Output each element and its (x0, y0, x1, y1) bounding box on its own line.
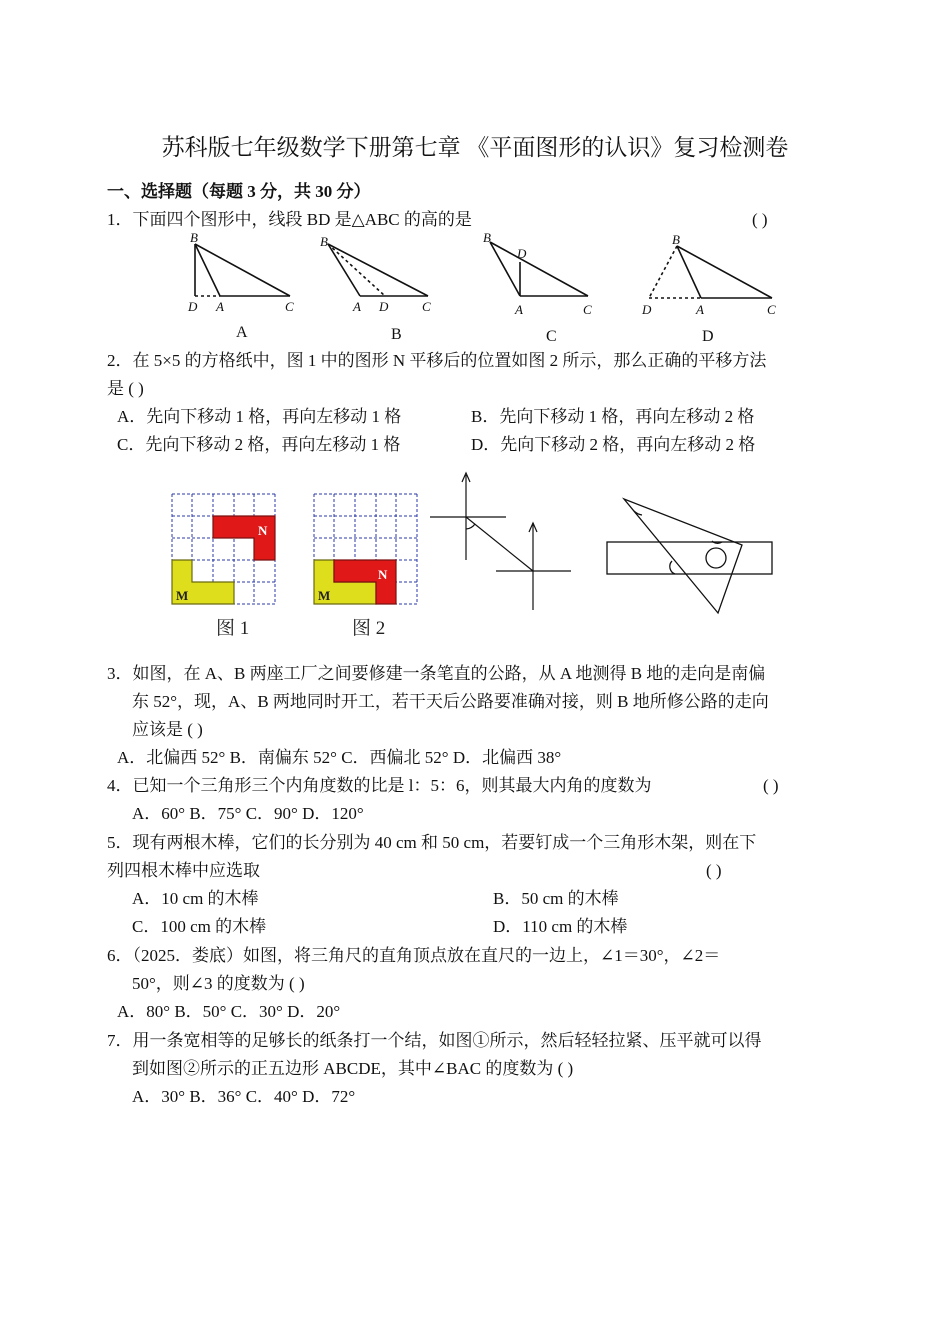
q5-line2: 列四根木棒中应选取 (107, 861, 260, 880)
q5-option-b: B．50 cm 的木棒 (493, 889, 619, 908)
q6-figure (604, 495, 779, 640)
svg-text:A: A (515, 302, 523, 317)
q1-figure-b (328, 244, 428, 296)
q1-figure-a (195, 244, 290, 296)
q2-option-b: B．先向下移动 1 格，再向左移动 2 格 (471, 407, 755, 426)
shape-m-2-label: M (318, 588, 331, 603)
svg-text:C: C (285, 299, 294, 314)
q4-answer-bracket: ( ) (763, 776, 779, 795)
q1-answer-bracket: ( ) (752, 210, 768, 229)
q2-option-d: D．先向下移动 2 格，再向左移动 2 格 (471, 435, 756, 454)
q1-figure-c (490, 242, 588, 296)
svg-text:A: A (216, 299, 224, 314)
q5-option-d: D．110 cm 的木棒 (493, 917, 628, 936)
q3-line3: 应该是 ( ) (132, 720, 203, 739)
section-heading: 一、选择题（每题 3 分，共 30 分） (107, 182, 371, 201)
q7-options: A．30° B．36° C．40° D．72° (132, 1087, 356, 1106)
q1-label-a: A (236, 324, 248, 341)
fig1-label: 图 1 (216, 618, 250, 639)
svg-text:B: B (672, 232, 680, 247)
svg-text:B: B (483, 232, 491, 245)
q6-options: A．80° B．50° C．30° D．20° (117, 1002, 341, 1021)
q2-option-c: C．先向下移动 2 格，再向左移动 1 格 (117, 435, 401, 454)
q1-figure-d (649, 246, 772, 298)
q1-label-c: C (546, 328, 557, 344)
q6-line2: 50°，则∠3 的度数为 ( ) (132, 974, 305, 993)
q5-option-a: A．10 cm 的木棒 (132, 889, 259, 908)
svg-text:D: D (379, 299, 389, 314)
shape-m-label: M (176, 588, 189, 603)
q1-label-b: B (391, 326, 402, 343)
q1-label-d: D (702, 328, 714, 344)
q3-options: A．北偏西 52° B．南偏东 52° C．西偏北 52° D．北偏西 38° (117, 748, 562, 767)
svg-text:C: C (583, 302, 592, 317)
svg-text:B: B (190, 232, 198, 245)
q3-figure (426, 465, 576, 640)
page-title: 苏科版七年级数学下册第七章 《平面图形的认识》复习检测卷 (161, 135, 789, 160)
svg-text:B: B (320, 234, 328, 249)
shape-n-label: N (258, 523, 268, 538)
svg-text:D: D (188, 299, 198, 314)
shape-n-2-label: N (378, 567, 388, 582)
q4-options: A．60° B．75° C．90° D．120° (132, 804, 364, 823)
q5-line1: 5．现有两根木棒，它们的长分别为 40 cm 和 50 cm，若要钉成一个三角形木架，则在下 (107, 833, 757, 852)
grid-figure-2 (312, 492, 422, 642)
q2-line2: 是 ( ) (107, 379, 144, 398)
svg-text:D: D (642, 302, 652, 317)
q7-line2: 到如图②所示的正五边形 ABCDE，其中∠BAC 的度数为 ( ) (132, 1059, 574, 1078)
q4-stem: 4．已知一个三角形三个内角度数的比是 l：5：6，则其最大内角的度数为 (107, 776, 652, 795)
svg-text:A: A (696, 302, 704, 317)
q5-option-c: C．100 cm 的木棒 (132, 917, 267, 936)
svg-text:C: C (422, 299, 431, 314)
grid-figure-1 (170, 492, 280, 642)
q2-option-a: A．先向下移动 1 格，再向左移动 1 格 (117, 407, 402, 426)
q2-line1: 2．在 5×5 的方格纸中，图 1 中的图形 N 平移后的位置如图 2 所示，那么正确的平移方法 (107, 351, 767, 370)
q3-line1: 3．如图，在 A、B 两座工厂之间要修建一条笔直的公路，从 A 地测得 B 地的走向是南偏 (107, 664, 766, 683)
q1-stem: 1．下面四个图形中，线段 BD 是△ABC 的高的是 (107, 210, 472, 229)
q3-line2: 东 52°，现，A、B 两地同时开工，若干天后公路要准确对接，则 B 地所修公路的走向 (132, 692, 769, 711)
q5-answer-bracket: ( ) (706, 861, 722, 880)
svg-text:A: A (353, 299, 361, 314)
svg-text:C: C (767, 302, 776, 317)
fig2-label: 图 2 (352, 618, 386, 639)
q1-figures (180, 232, 800, 344)
q6-line1: 6．（2025．娄底）如图，将三角尺的直角顶点放在直尺的一边上，∠1＝30°，∠2＝ (107, 946, 721, 965)
q7-line1: 7．用一条宽相等的足够长的纸条打一个结，如图①所示，然后轻轻拉紧、压平就可以得 (107, 1031, 762, 1050)
svg-text:D: D (517, 246, 527, 261)
